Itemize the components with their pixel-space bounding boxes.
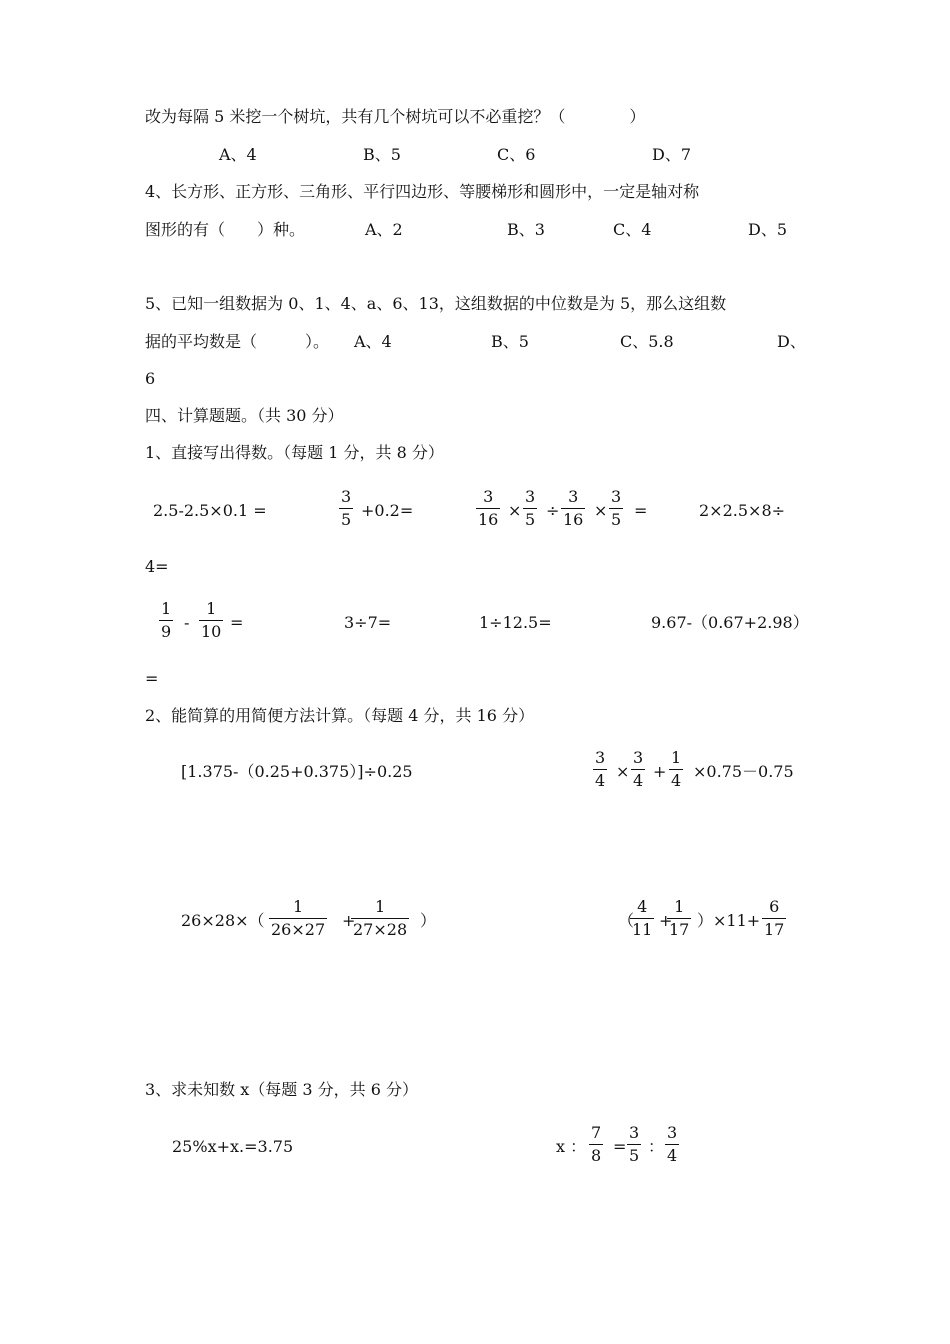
p1-expr3-fraction2 [523,488,537,529]
numerator: 4 [637,897,648,916]
q5-line2: 据的平均数是（ ）。 [145,332,330,351]
denominator: 5 [341,510,352,529]
numerator: 3 [595,748,606,767]
q4-option-a: A、2 [365,220,403,239]
p1-expr5-fraction1 [159,600,173,641]
p2-expr3-suffix: ） [420,911,437,930]
p1-expr3-fraction4 [609,488,623,529]
q3-option-b: B、5 [363,145,401,164]
p1-expr5-equals: = [230,613,244,632]
denominator: 8 [591,1146,602,1165]
denominator: 4 [595,771,606,790]
q5-option-b: B、5 [491,332,529,351]
p3-expr2-fraction2 [627,1124,641,1165]
p2-expr4-prefix: （ [618,911,635,930]
p3-expr2-equals: = [613,1137,627,1156]
p2-expr3-fraction2 [351,898,409,939]
numerator: 6 [769,897,780,916]
numerator: 3 [611,487,622,506]
denominator: 5 [629,1146,640,1165]
denominator: 4 [671,771,682,790]
numerator: 3 [667,1123,678,1142]
p1-expr5-minus: - [184,613,190,632]
denominator: 26×27 [271,920,326,939]
q3-continuation-text: 改为每隔 5 米挖一个树坑，共有几个树坑可以不必重挖？（ ） [145,107,646,126]
p3-expr2-colon: ： [648,1137,665,1156]
p2-expr1: [1.375-（0.25+0.375）]÷0.25 [181,762,413,781]
p1-expr5-fraction2 [199,600,223,641]
q4-option-d: D、5 [748,220,788,239]
p2-expr4-fraction1 [630,898,654,939]
p2-expr2-times1: × [616,762,630,781]
denominator: 16 [478,510,499,529]
p1-expr8-wrap: = [145,669,159,688]
denominator: 17 [669,920,690,939]
denominator: 5 [525,510,536,529]
numerator: 3 [629,1123,640,1142]
p1-expr2-rest: +0.2= [361,501,414,520]
q5-option-d: D、 [777,332,806,351]
q5-option-d-value: 6 [145,369,156,388]
p1-expr3-fraction3 [561,488,585,529]
p1-expr3-times1: × [508,501,522,520]
p1-expr2-fraction [339,488,353,529]
q5-option-a: A、4 [354,332,392,351]
q4-option-b: B、3 [507,220,545,239]
denominator: 11 [632,920,653,939]
p2-expr4-fraction3 [762,898,786,939]
p2-expr2-fraction1 [593,749,607,790]
q3-option-c: C、6 [497,145,536,164]
p3-expr2-fraction3 [665,1124,679,1165]
p3-expr1: 25%x+x.=3.75 [172,1137,294,1156]
denominator: 5 [611,510,622,529]
q3-option-a: A、4 [219,145,257,164]
q3-option-d: D、7 [652,145,692,164]
p2-expr4-fraction2 [667,898,691,939]
p1-expr4: 2×2.5×8÷ [699,501,786,520]
p2-expr4-plus: + [659,911,673,930]
p2-expr2-plus: + [653,762,667,781]
numerator: 1 [674,897,685,916]
p1-expr6: 3÷7= [344,613,392,632]
numerator: 3 [483,487,494,506]
q4-line2: 图形的有（ ）种。 [145,220,306,239]
numerator: 1 [292,897,304,916]
numerator: 3 [341,487,352,506]
p2-expr2-fraction3 [669,749,683,790]
numerator: 3 [568,487,579,506]
p2-expr3-fraction1 [269,898,327,939]
denominator: 16 [563,510,584,529]
numerator: 3 [525,487,536,506]
denominator: 27×28 [353,920,408,939]
numerator: 1 [206,599,217,618]
q5-option-c: C、5.8 [620,332,674,351]
numerator: 7 [591,1123,602,1142]
numerator: 1 [374,897,386,916]
p2-expr2-fraction2 [631,749,645,790]
part2-title: 2、能简算的用简便方法计算。（每题 4 分，共 16 分） [145,706,535,725]
p1-expr7: 1÷12.5= [479,613,552,632]
p1-expr3-divide: ÷ [546,501,560,520]
p2-expr3-plus: + [342,911,356,930]
p2-expr2-rest: ×0.75－0.75 [693,762,794,781]
denominator: 10 [201,622,222,641]
section4-title: 四、计算题题。（共 30 分） [145,406,344,425]
p2-expr3-prefix: 26×28×（ [181,911,265,930]
p1-expr1: 2.5-2.5×0.1 = [153,501,267,520]
p3-expr2-fraction1 [589,1124,603,1165]
q4-option-c: C、4 [613,220,652,239]
part3-title: 3、求未知数 x（每题 3 分，共 6 分） [145,1080,418,1099]
p1-expr3-equals: = [634,501,648,520]
p3-expr2-prefix: x ： [556,1137,587,1156]
p1-expr3-fraction1 [476,488,500,529]
p2-expr4-mid: ）×11+ [697,911,761,930]
denominator: 9 [161,622,172,641]
denominator: 17 [764,920,785,939]
part1-title: 1、直接写出得数。（每题 1 分，共 8 分） [145,443,444,462]
denominator: 4 [633,771,644,790]
denominator: 4 [667,1146,678,1165]
p1-expr8: 9.67-（0.67+2.98） [651,613,809,632]
q5-line1: 5、已知一组数据为 0、1、4、a、6、13，这组数据的中位数是为 5，那么这组数 [145,294,727,313]
numerator: 3 [633,748,644,767]
numerator: 1 [671,748,682,767]
p1-expr4-wrap: 4= [145,557,169,576]
numerator: 1 [161,599,172,618]
p1-expr3-times2: × [594,501,608,520]
q4-line1: 4、长方形、正方形、三角形、平行四边形、等腰梯形和圆形中，一定是轴对称 [145,182,700,201]
